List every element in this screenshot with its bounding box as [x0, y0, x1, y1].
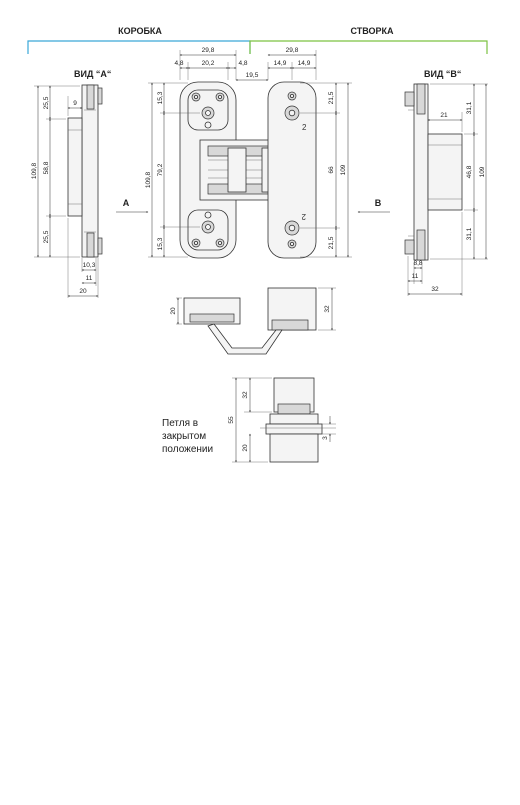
view-b-dim-w2: 11: [411, 273, 419, 280]
view-b-dim-plate-width: 21: [440, 112, 448, 119]
arrow-b-label: B: [374, 198, 382, 208]
front-dim-lh-overall: 109,8: [145, 171, 152, 189]
view-a-dim-w1: 10,3: [82, 262, 96, 269]
front-dim-left-c: 4,8: [238, 60, 248, 67]
closed-note-line-2: закрытом: [162, 431, 207, 442]
view-a-dim-middle: 58,8: [43, 161, 50, 175]
top-view-dim-left: 20: [170, 307, 177, 315]
arrow-a-label: A: [122, 198, 130, 208]
front-dim-span-right: 29,8: [285, 47, 299, 54]
svg-text:2: 2: [301, 212, 306, 221]
front-dim-left-a: 4,8: [174, 60, 184, 67]
front-dim-rh-overall: 109: [340, 164, 347, 176]
closed-dim-lower: 20: [242, 444, 249, 452]
front-dim-gap: 19,5: [245, 72, 259, 79]
view-a-dim-top: 25,5: [43, 96, 50, 110]
view-b-title: ВИД “B“: [424, 69, 462, 79]
view-b-dim-top: 31,1: [466, 101, 473, 115]
front-dim-right-a: 14,9: [273, 60, 287, 67]
top-view-dim-right: 32: [324, 305, 331, 313]
leaf-plate: [268, 82, 316, 258]
closed-note-line-3: положении: [162, 444, 214, 455]
view-arrow-b: [358, 198, 390, 212]
view-b-body: [405, 84, 462, 260]
front-dim-rh-top: 21,5: [328, 91, 335, 105]
view-a-body: [68, 85, 102, 257]
view-b-dim-bottom: 31,1: [466, 227, 473, 241]
front-dim-right-b: 14,9: [297, 60, 311, 67]
view-b-dim-overall: 109: [479, 166, 486, 178]
front-dim-left-b: 20,2: [201, 60, 215, 67]
view-b: [405, 69, 488, 296]
front-dim-lh-top: 15,3: [157, 91, 164, 105]
view-b-dim-w3: 32: [431, 286, 439, 293]
closed-note: [162, 418, 213, 455]
view-a-dim-w2: 11: [85, 275, 93, 282]
view-a-dim-w3: 20: [79, 288, 87, 295]
closed-note-line-1: Петля в: [162, 418, 199, 429]
frame-bracket: [28, 41, 250, 54]
front-dim-lh-mid: 79,2: [157, 163, 164, 177]
svg-text:2: 2: [302, 123, 307, 132]
leaf-label: СТВОРКА: [350, 26, 394, 36]
header: [28, 26, 487, 54]
closed-view: [228, 378, 336, 462]
front-dim-rh-bottom: 21,5: [328, 236, 335, 250]
closed-dim-upper: 32: [242, 391, 249, 399]
view-a: [31, 69, 111, 298]
view-a-dim-overall: 109,8: [31, 162, 38, 180]
view-arrow-a: [116, 198, 148, 212]
front-dim-span-left: 29,8: [201, 47, 215, 54]
view-a-title: ВИД “A“: [74, 69, 112, 79]
front-dim-rh-mid: 66: [328, 166, 335, 174]
view-b-dim-w1: 8,8: [413, 260, 423, 267]
view-a-dim-top-width: 9: [73, 100, 77, 107]
closed-dim-offset: 3: [322, 436, 329, 440]
frame-label: КОРОБКА: [118, 26, 162, 36]
view-b-dim-middle: 46,8: [466, 165, 473, 179]
top-view-open: [170, 288, 336, 354]
front-dim-lh-bottom: 15,3: [157, 237, 164, 251]
view-a-dim-bottom: 25,5: [43, 230, 50, 244]
front-view: [145, 47, 352, 258]
closed-dim-overall: 55: [228, 416, 235, 424]
